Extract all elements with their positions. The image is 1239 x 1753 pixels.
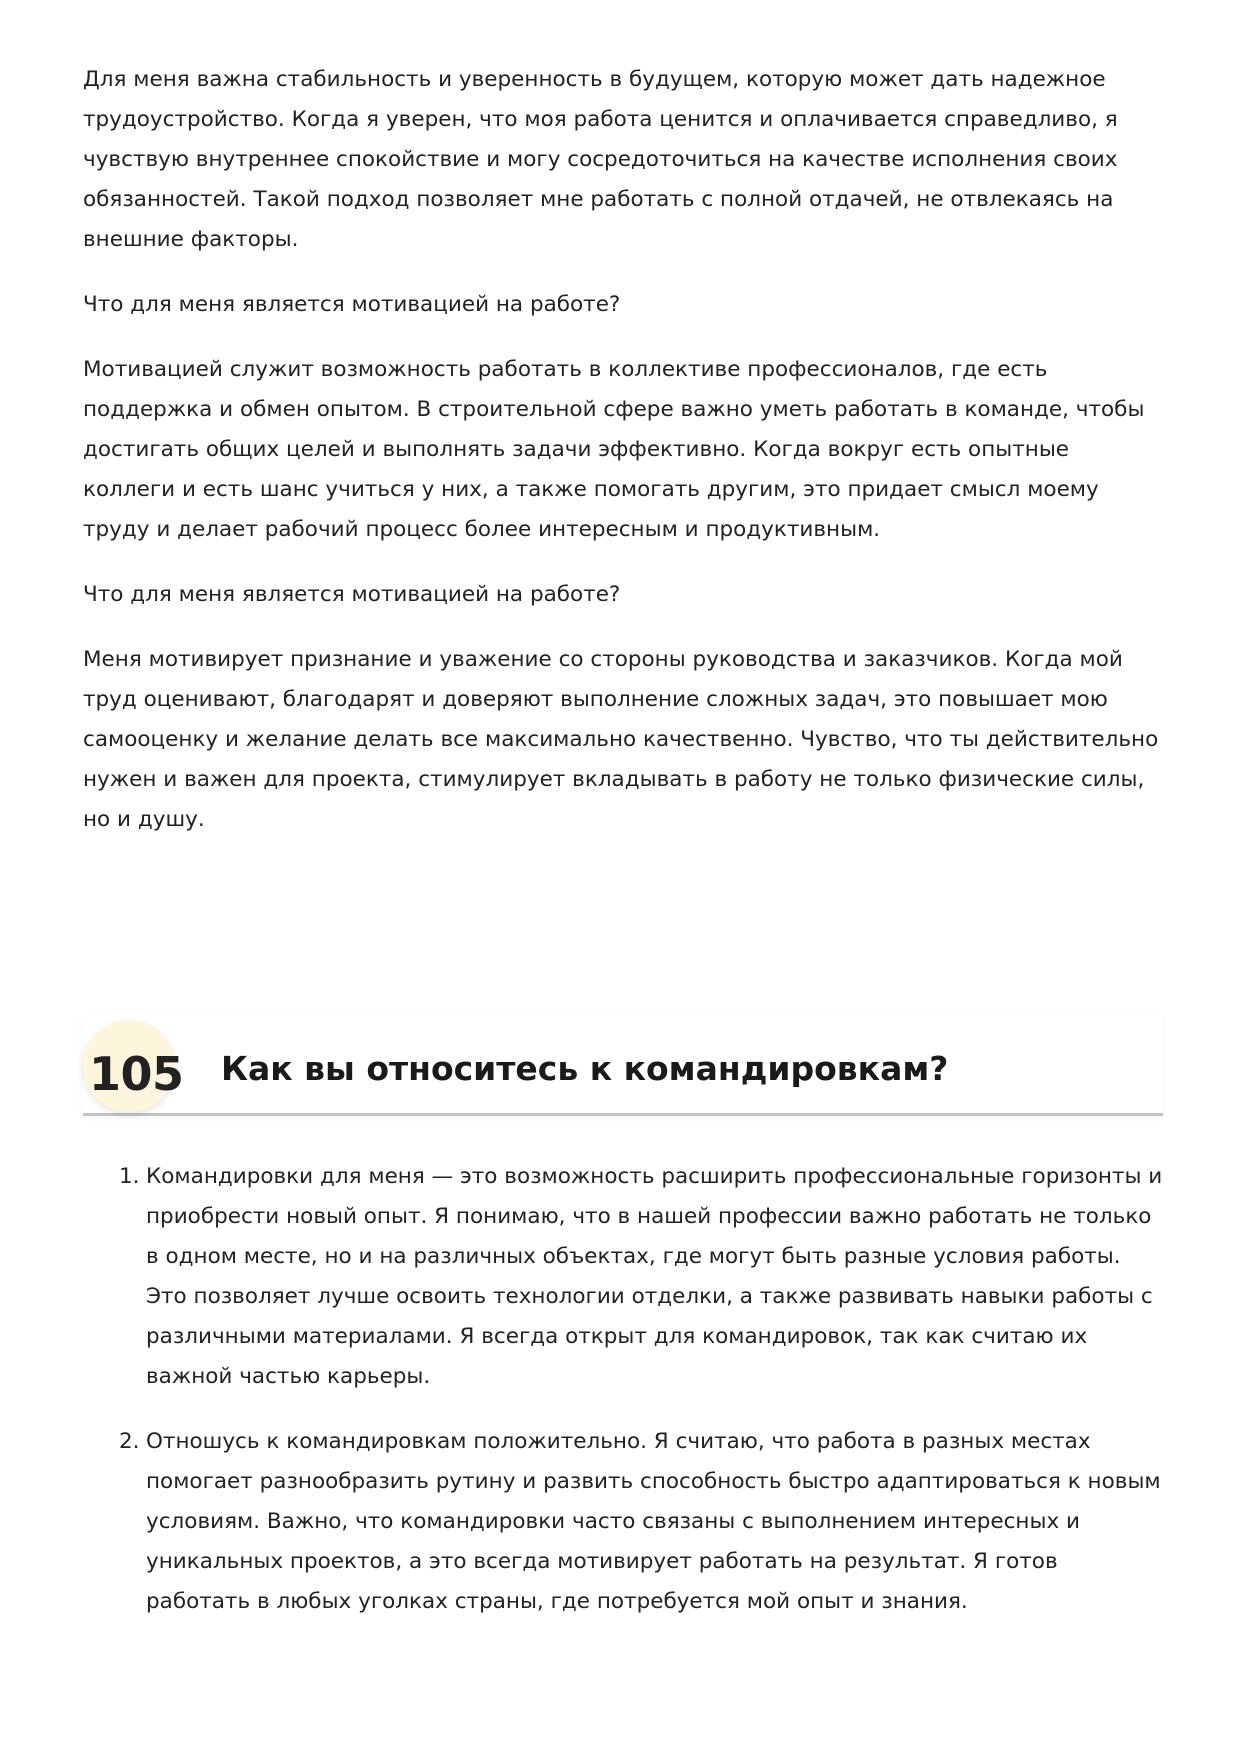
list-item-text: Отношусь к командировкам положительно. Я считаю, что работа в разных местах помогает разнообразить рутину и развить способность быстро адаптироваться к новым условиям. Важно, что командировки часто связаны с выполнением интересных и уникальных проектов, а это всегда мотивирует работать на результат. Я готов работать в любых уголках страны, где потребуется мой опыт и знания.	[146, 1429, 1161, 1614]
section-title: Как вы относитесь к командировкам?	[221, 1049, 949, 1088]
paragraph-stability: Для меня важна стабильность и уверенность в будущем, которую может дать надежное трудоустройство. Когда я уверен, что моя работа ценится и оплачивается справедливо, я чувствую внутреннее спокойствие и могу сосредоточиться на качестве исполнения своих обязанностей. Такой подход позволяет мне работать с полной отдачей, не отвлекаясь на внешние факторы.	[83, 67, 1118, 252]
list-item-number: 2.	[119, 1429, 140, 1454]
section-heading	[83, 1013, 1163, 1116]
section-number: 105	[89, 1047, 184, 1101]
list-item	[83, 1157, 1163, 1397]
paragraph-teamwork: Мотивацией служит возможность работать в коллективе профессионалов, где есть поддержка и обмен опытом. В строительной сфере важно уметь работать в команде, чтобы достигать общих целей и выполнять задачи эффективно. Когда вокруг есть опытные коллеги и есть шанс учиться у них, а также помогать другим, это придает смысл моему труду и делает рабочий процесс более интересным и продуктивным.	[83, 357, 1145, 542]
question-motivation-repeat: Что для меня является мотивацией на работе?	[83, 582, 621, 607]
list-item-text: Командировки для меня — это возможность расширить профессиональные горизонты и приобрести новый опыт. Я понимаю, что в нашей профессии важно работать не только в одном месте, но и на различных объектах, где могут быть разные условия работы. Это позволяет лучше освоить технологии отделки, а также развивать навыки работы с различными материалами. Я всегда открыт для командировок, так как считаю их важной частью карьеры.	[146, 1164, 1163, 1389]
intro-section	[83, 60, 1163, 865]
section-number-badge	[83, 1020, 184, 1112]
paragraph-recognition: Меня мотивирует признание и уважение со стороны руководства и заказчиков. Когда мой труд оценивают, благодарят и доверяют выполнение сложных задач, это повышает мою самооценку и желание делать все максимально качественно. Чувство, что ты действительно нужен и важен для проекта, стимулирует вкладывать в работу не только физические силы, но и душу.	[83, 647, 1159, 832]
answers-list	[83, 1157, 1163, 1647]
list-item	[83, 1422, 1163, 1622]
list-item-number: 1.	[119, 1164, 140, 1189]
question-motivation: Что для меня является мотивацией на работе?	[83, 292, 621, 317]
